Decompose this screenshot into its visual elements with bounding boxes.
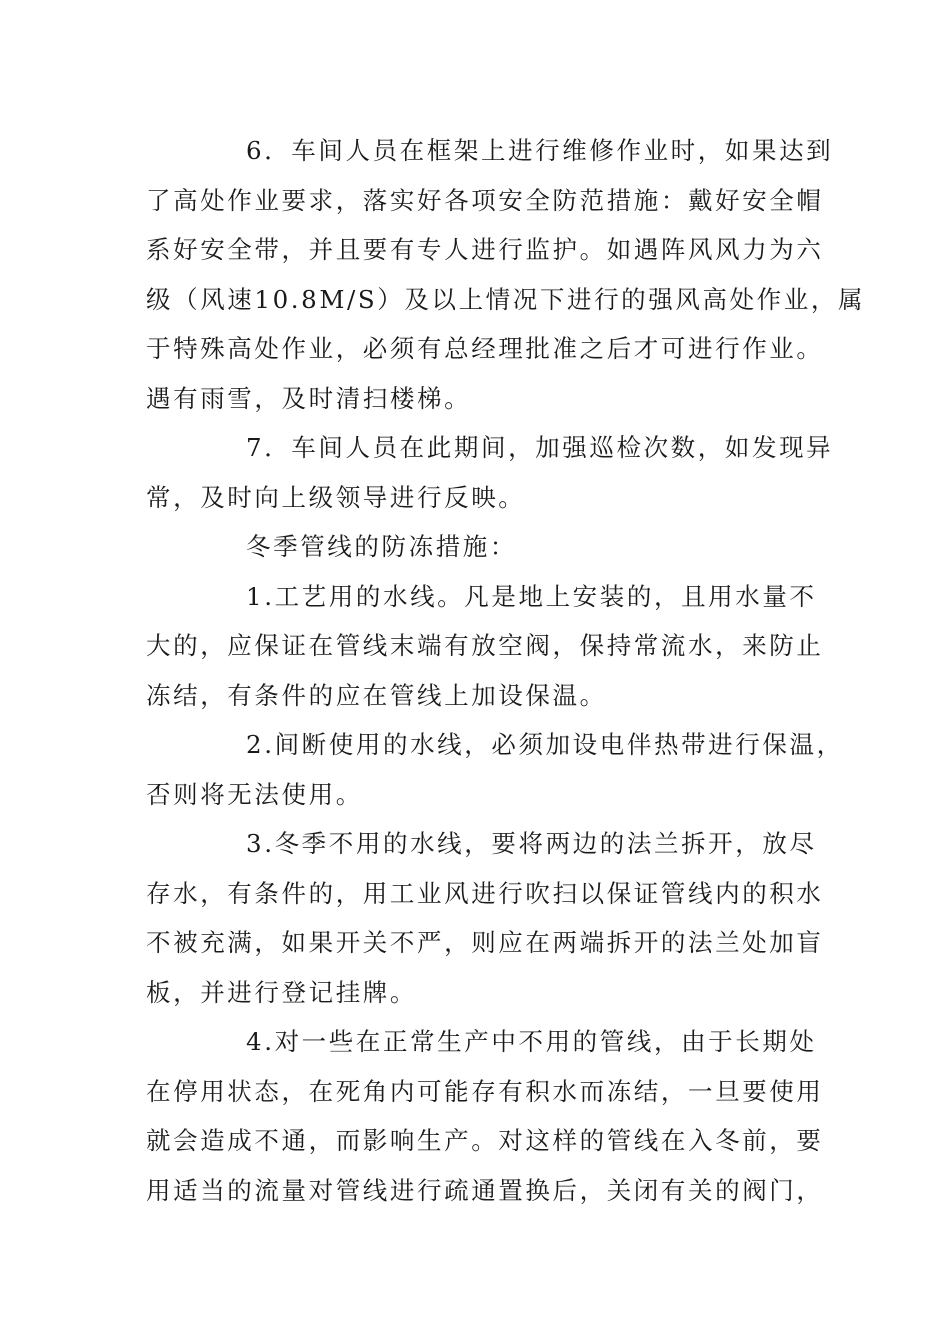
paragraph-line: 系好安全带，并且要有专人进行监护。如遇阵风风力为六 xyxy=(146,235,824,264)
paragraph-line: 6．车间人员在框架上进行维修作业时，如果达到 xyxy=(246,136,834,165)
paragraph-line: 大的，应保证在管线末端有放空阀，保持常流水，来防止 xyxy=(146,631,824,660)
paragraph-line: 常，及时向上级领导进行反映。 xyxy=(146,482,526,512)
paragraph-line: 冻结，有条件的应在管线上加设保温。 xyxy=(146,680,607,710)
paragraph-line: 就会造成不通，而影响生产。对这样的管线在入冬前，要 xyxy=(146,1126,824,1155)
document-body xyxy=(146,126,866,1215)
paragraph-line: 4.对一些在正常生产中不用的管线，由于长期处 xyxy=(246,1027,817,1056)
paragraph-line: 存水，有条件的，用工业风进行吹扫以保证管线内的积水 xyxy=(146,878,824,908)
paragraph-line: 不被充满，如果开关不严，则应在两端拆开的法兰处加盲 xyxy=(146,928,824,957)
paragraph-line: 板，并进行登记挂牌。 xyxy=(146,977,417,1007)
section-heading: 冬季管线的防冻措施： xyxy=(246,532,517,561)
paragraph-line: 在停用状态，在死角内可能存有积水而冻结，一旦要使用 xyxy=(146,1076,824,1106)
paragraph-line: 用适当的流量对管线进行疏通置换后，关闭有关的阀门， xyxy=(146,1175,824,1205)
paragraph-line: 级（风速10.8M/S）及以上情况下进行的强风高处作业，属 xyxy=(146,284,866,314)
paragraph-line: 否则将无法使用。 xyxy=(146,779,363,809)
paragraph-line: 1.工艺用的水线。凡是地上安装的，且用水量不 xyxy=(246,581,817,611)
paragraph-line: 遇有雨雪，及时清扫楼梯。 xyxy=(146,383,472,413)
paragraph-line: 3.冬季不用的水线，要将两边的法兰拆开，放尽 xyxy=(246,829,817,858)
paragraph-line: 了高处作业要求，落实好各项安全防范措施：戴好安全帽 xyxy=(146,185,824,215)
paragraph-line: 2.间断使用的水线，必须加设电伴热带进行保温， xyxy=(246,730,844,759)
paragraph-line: 7．车间人员在此期间，加强巡检次数，如发现异 xyxy=(246,433,834,462)
paragraph-line: 于特殊高处作业，必须有总经理批准之后才可进行作业。 xyxy=(146,334,824,363)
